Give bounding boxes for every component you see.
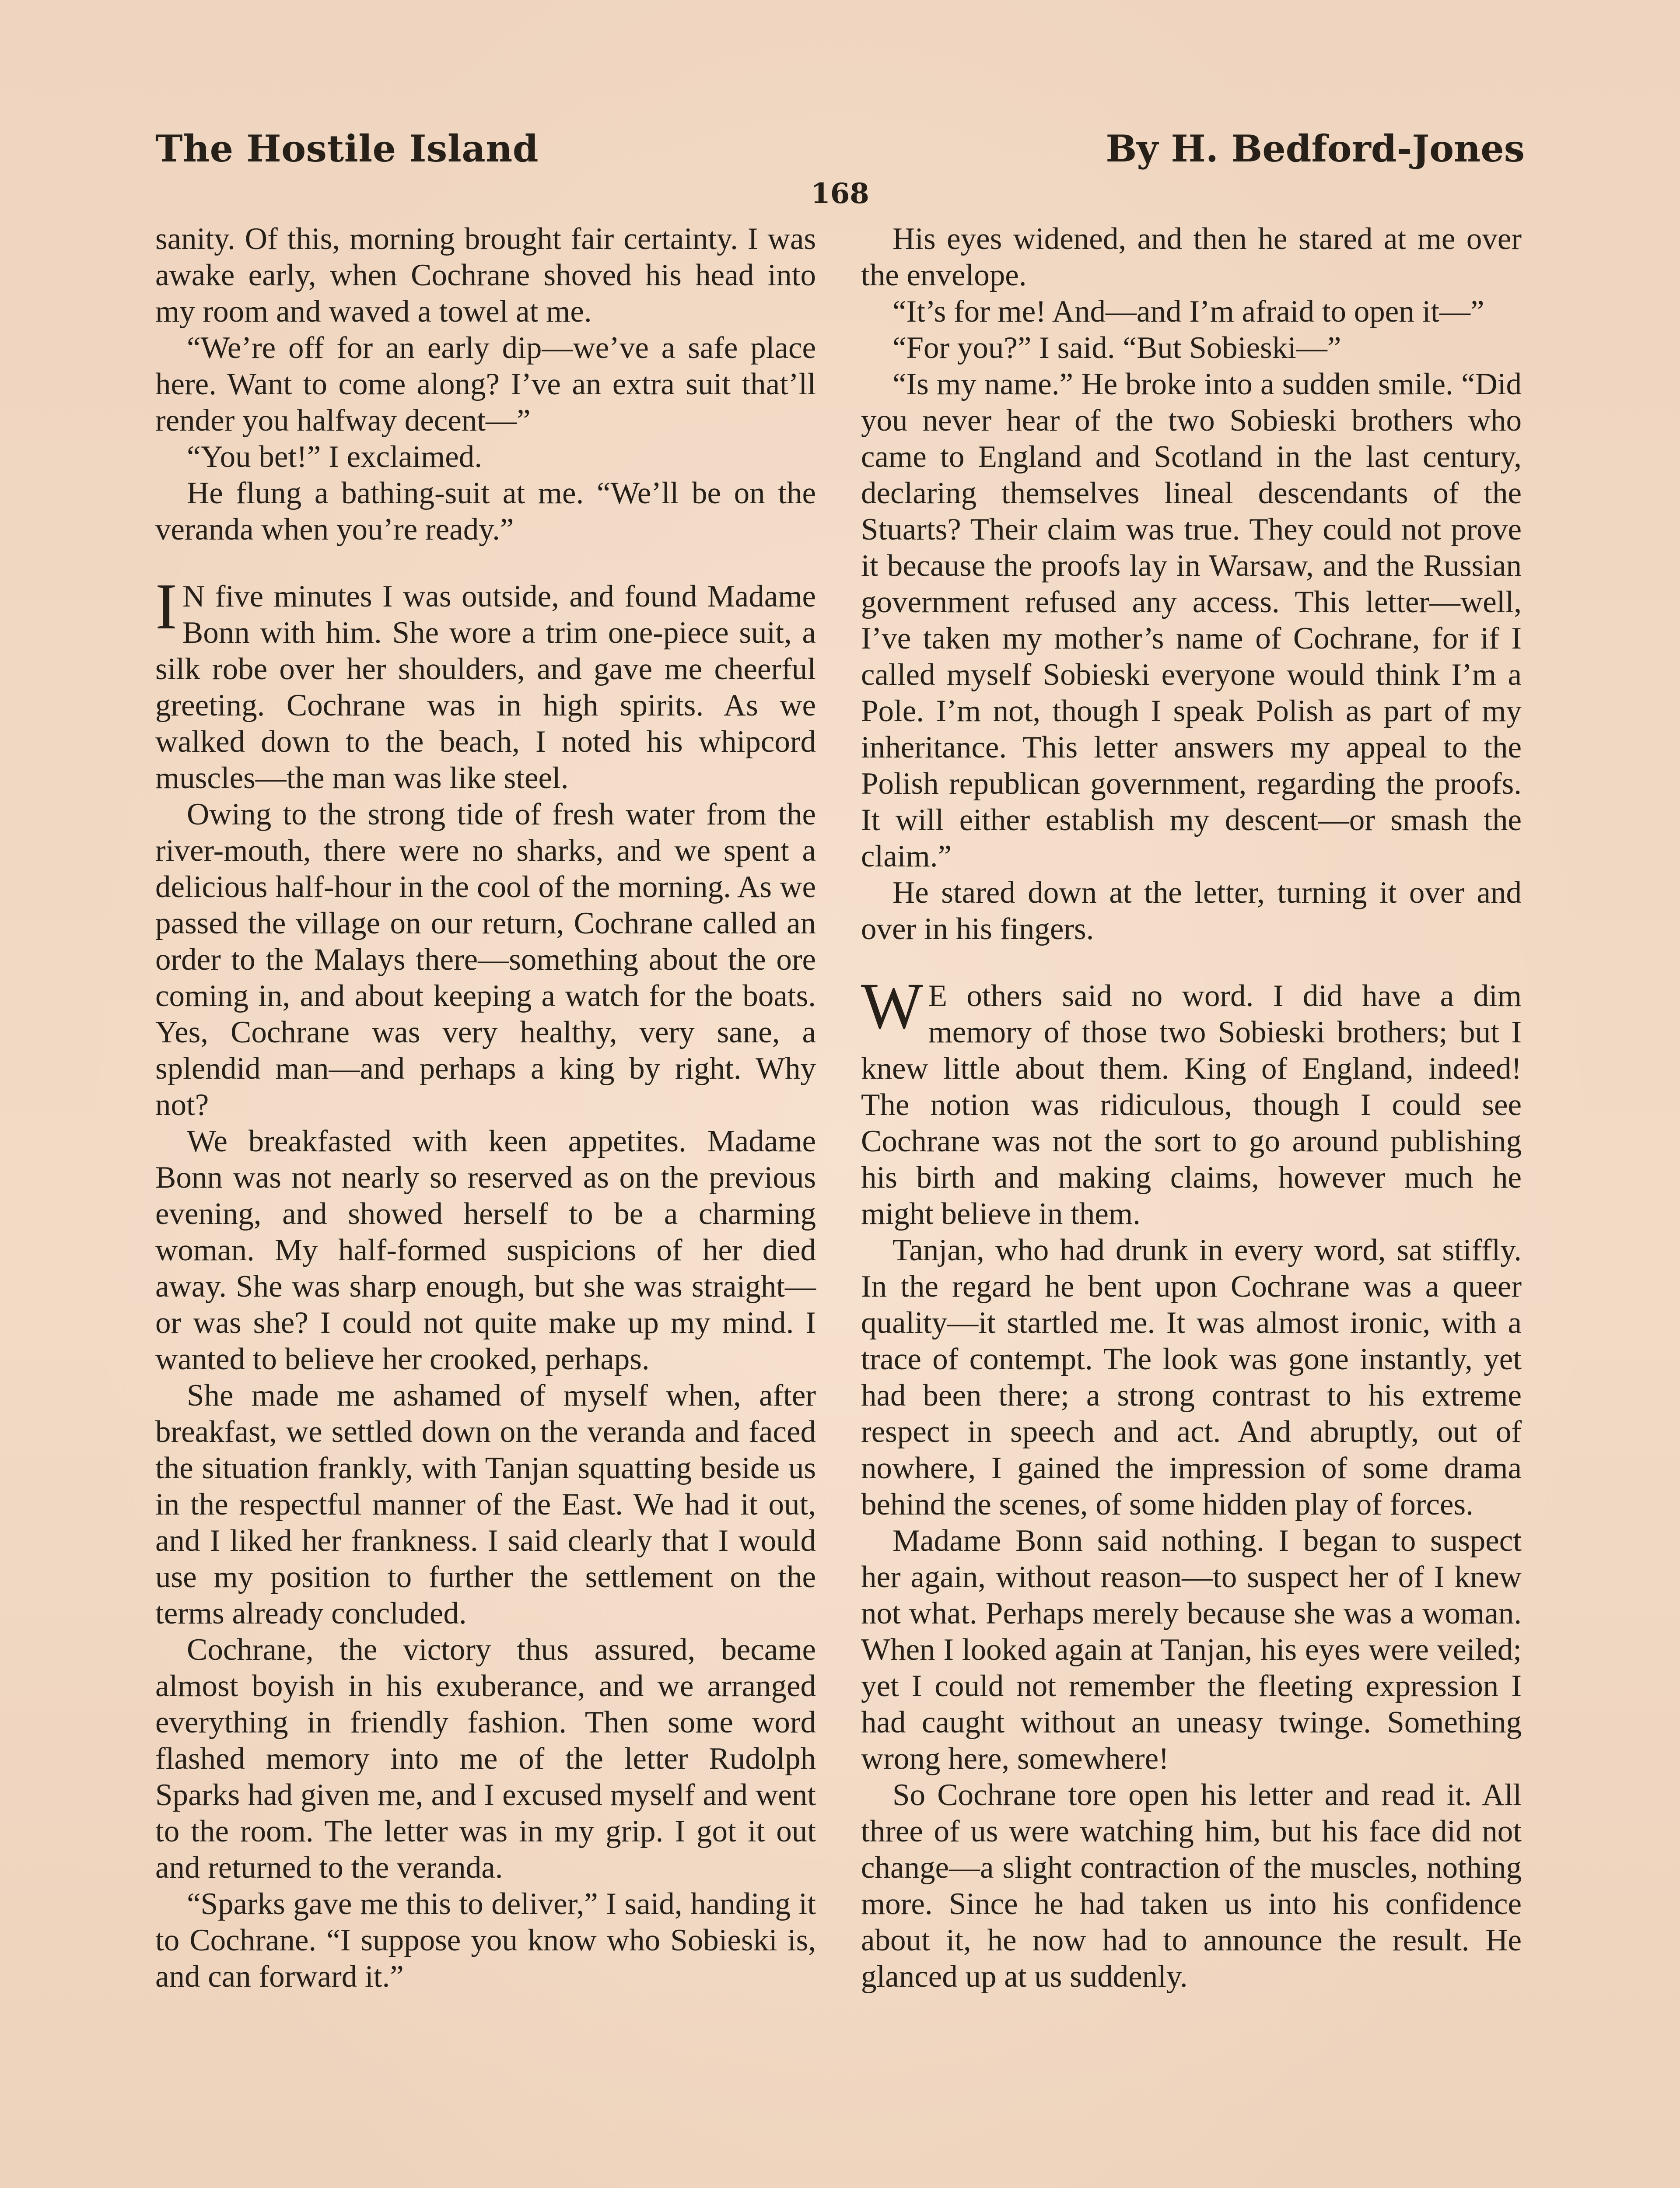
running-head — [155, 127, 1525, 179]
paragraph: She made me ashamed of myself when, after breakfast, we settled down on the veranda and faced the situation frankly, with Tanjan squatting beside us in the respectful manner of the East. We had it out, and I liked her frankness. I said clearly that I would use my position to further the settlement on the terms already concluded. — [155, 1378, 816, 1630]
paragraph: “It’s for me! And—and I’m afraid to open it—” — [892, 295, 1484, 329]
story-title: The Hostile Island — [155, 127, 539, 170]
story-author: By H. Bedford-Jones — [1106, 127, 1525, 170]
paragraph: “For you?” I said. “But Sobieski—” — [892, 331, 1341, 365]
drop-cap: W — [861, 970, 923, 1042]
left-column — [155, 221, 816, 1995]
right-column — [861, 221, 1522, 1995]
paragraph-text: N five minutes I was outside, and found Madame Bonn with him. She wore a trim one-piece suit, a silk robe over her shoulders, and gave me cheerful greeting. Cochrane was in high spirits. As we walked down to the beach, I noted his whipcord muscles—the man was like steel. — [155, 579, 816, 795]
section-paragraph — [861, 970, 1522, 1232]
paragraph: “We’re off for an early dip—we’ve a safe place here. Want to come along? I’ve an extra suit that’ll render you halfway decent—” — [155, 331, 816, 438]
paragraph: Madame Bonn said nothing. I began to suspect her again, without reason—to suspect her of I knew not what. Perhaps merely because she was a woman. When I looked again at Tanjan, his eyes were veiled; yet I could not remember the fleeting expression I had caught without an uneasy twinge. Something wrong here, somewhere! — [861, 1524, 1522, 1776]
paragraph-text: E others said no word. I did have a dim memory of those two Sobieski brothers; but I knew little about them. King of England, indeed! The notion was ridiculous, though I could see Cochrane was not the sort to go around publishing his birth and making claims, however much he might believe in them. — [861, 979, 1522, 1231]
paragraph: He flung a bathing-suit at me. “We’ll be on the veranda when you’re ready.” — [155, 476, 816, 547]
paragraph: “Is my name.” He broke into a sudden smile. “Did you never hear of the two Sobieski brothers who came to England and Scotland in the last century, declaring themselves lineal descendants of the Stuarts? Their claim was true. They could not prove it because the proofs lay in Warsaw, and the Russian government refused any access. This letter—well, I’ve taken my mother’s name of Cochrane, for if I called myself Sobieski everyone would think I’m a Pole. I’m not, though I speak Polish as part of my inheritance. This letter answers my appeal to the Polish republican government, regarding the proofs. It will either establish my descent—or smash the claim.” — [861, 367, 1522, 873]
drop-cap: I — [155, 570, 177, 643]
paragraph: Owing to the strong tide of fresh water from the river-mouth, there were no sharks, and we spent a delicious half-hour in the cool of the morning. As we passed the village on our return, Cochrane called an order to the Malays there—something about the ore coming in, and about keeping a watch for the boats. Yes, Cochrane was very healthy, very sane, a splendid man—and perhaps a king by right. Why not? — [155, 797, 816, 1122]
paragraph: sanity. Of this, morning brought fair certainty. I was awake early, when Cochrane shoved his head into my room and waved a towel at me. — [155, 222, 816, 329]
paragraph: His eyes widened, and then he stared at me over the envelope. — [861, 222, 1522, 292]
paragraph: Cochrane, the victory thus assured, became almost boyish in his exuberance, and we arranged everything in friendly fashion. Then some word flashed memory into me of the letter Rudolph Sparks had given me, and I excused myself and went to the room. The letter was in my grip. I got it out and returned to the veranda. — [155, 1633, 816, 1885]
paragraph: So Cochrane tore open his letter and read it. All three of us were watching him, but his face did not change—a slight contraction of the muscles, nothing more. Since he had taken us into his confidence about it, he now had to announce the result. He glanced up at us suddenly. — [861, 1778, 1522, 1994]
paragraph: “You bet!” I exclaimed. — [187, 440, 482, 474]
paragraph: “Sparks gave me this to deliver,” I said, handing it to Cochrane. “I suppose you know who Sobieski is, and can forward it.” — [155, 1887, 816, 1994]
page-number: 168 — [811, 177, 869, 210]
paragraph: Tanjan, who had drunk in every word, sat stiffly. In the regard he bent upon Cochrane was a queer quality—it startled me. It was almost ironic, with a trace of contempt. The look was gone instantly, yet had been there; a strong contrast to his extreme respect in speech and act. And abruptly, out of nowhere, I gained the impression of some drama behind the scenes, of some hidden play of forces. — [861, 1233, 1522, 1522]
paragraph: He stared down at the letter, turning it over and over in his fingers. — [861, 876, 1522, 946]
section-paragraph — [155, 570, 816, 796]
paragraph: We breakfasted with keen appetites. Madame Bonn was not nearly so reserved as on the previous evening, and showed herself to be a charming woman. My half-formed suspicions of her died away. She was sharp enough, but she was straight—or was she? I could not quite make up my mind. I wanted to believe her crooked, perhaps. — [155, 1124, 816, 1376]
